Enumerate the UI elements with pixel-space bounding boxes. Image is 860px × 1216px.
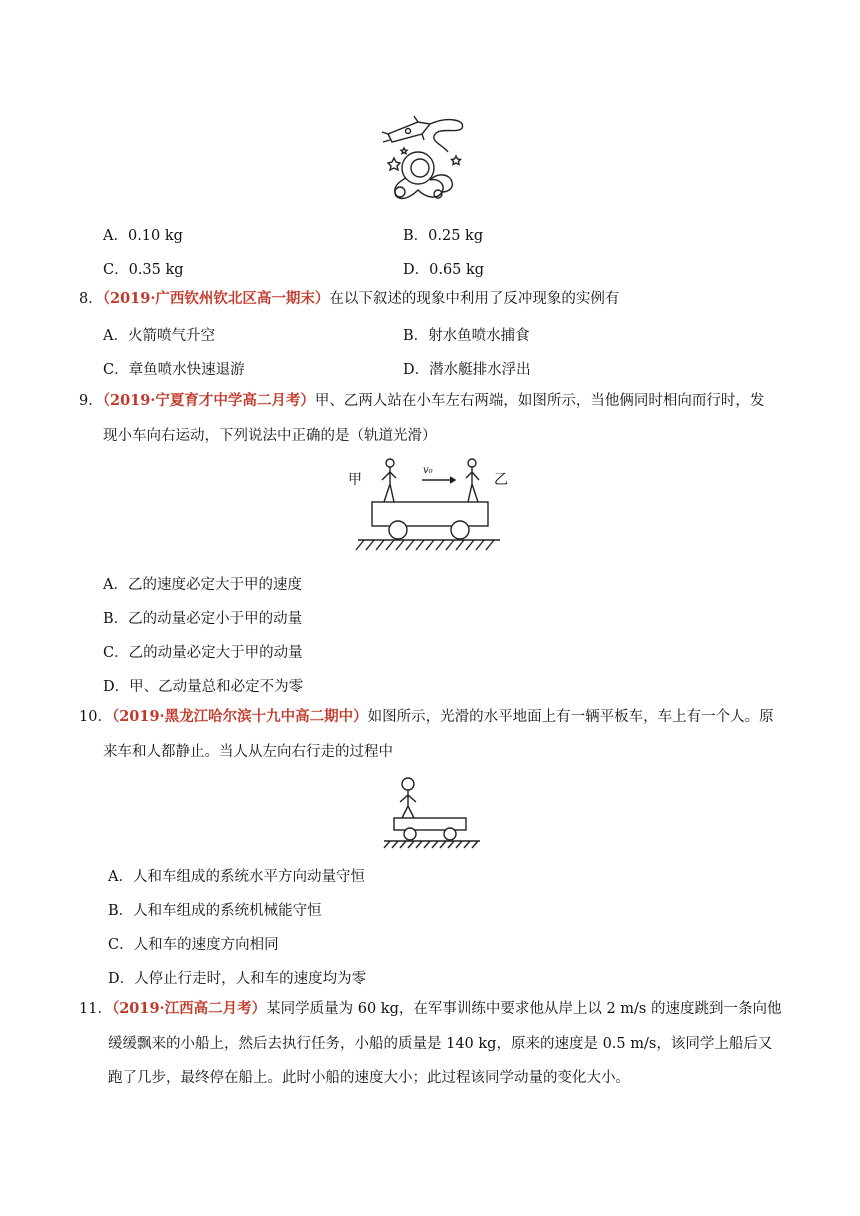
q9-velocity-label: v₀	[423, 465, 433, 476]
q9-stem-text1: 甲、乙两人站在小车左右两端，如图所示，当他俩同时相向而行时，发	[314, 393, 765, 409]
q9-option-a[interactable]: A．乙的速度必定大于甲的速度	[103, 577, 302, 593]
q8-number: 8．	[79, 291, 103, 307]
q10-option-d[interactable]: D．人停止行走时，人和车的速度均为零	[108, 971, 367, 987]
q7-option-d[interactable]: D．0.65 kg	[403, 262, 485, 278]
q8-stem-text: 在以下叙述的现象中利用了反冲现象的实例有	[329, 291, 620, 307]
q11-number: 11．	[79, 1001, 112, 1017]
q9-option-c[interactable]: C．乙的动量必定大于甲的动量	[103, 645, 303, 661]
q7-option-a[interactable]: A．0.10 kg	[103, 228, 183, 244]
q8-option-c[interactable]: C．章鱼喷水快速退游	[103, 362, 245, 378]
q11-stem-line2: 缓缓飘来的小船上，然后去执行任务，小船的质量是 140 kg，原来的速度是 0.5 m/s，该同学上船后又	[108, 1036, 773, 1052]
q11-source: （2019·江西高二月考）	[111, 1000, 267, 1017]
q9-label-left: 甲	[348, 472, 362, 488]
q10-source: （2019·黑龙江哈尔滨十九中高二期中）	[111, 708, 368, 725]
q9-source: （2019·宁夏育才中学高二月考）	[102, 392, 315, 409]
q11-stem-line1	[79, 999, 781, 1019]
q7-option-b[interactable]: B．0.25 kg	[403, 228, 484, 244]
q8-stem	[79, 289, 619, 309]
q10-option-c[interactable]: C．人和车的速度方向相同	[108, 937, 279, 953]
astronaut-figure	[378, 112, 474, 204]
q8-option-a[interactable]: A．火箭喷气升空	[103, 328, 215, 344]
q10-cart-figure	[380, 776, 484, 850]
q10-stem-line1	[79, 707, 774, 727]
q9-stem-line1	[79, 391, 764, 411]
q11-stem-text1: 某同学质量为 60 kg，在军事训练中要求他从岸上以 2 m/s 的速度跳到一条向他	[266, 1001, 782, 1017]
q9-stem-line2: 现小车向右运动，下列说法中正确的是（轨道光滑）	[103, 428, 437, 444]
q8-option-b[interactable]: B．射水鱼喷水捕食	[403, 328, 530, 344]
q9-label-right: 乙	[494, 472, 508, 488]
q9-option-b[interactable]: B．乙的动量必定小于甲的动量	[103, 611, 303, 627]
q10-stem-text1: 如图所示，光滑的水平地面上有一辆平板车，车上有一个人。原	[367, 709, 774, 725]
q10-number: 10．	[79, 709, 112, 725]
q9-option-d[interactable]: D．甲、乙动量总和必定不为零	[103, 679, 304, 695]
q10-option-a[interactable]: A．人和车组成的系统水平方向动量守恒	[108, 869, 365, 885]
q9-cart-figure	[354, 458, 504, 556]
q9-number: 9．	[79, 393, 103, 409]
q10-option-b[interactable]: B．人和车组成的系统机械能守恒	[108, 903, 322, 919]
q7-option-c[interactable]: C．0.35 kg	[103, 262, 184, 278]
q8-source: （2019·广西钦州钦北区高一期末）	[102, 290, 330, 307]
q8-option-d[interactable]: D．潜水艇排水浮出	[403, 362, 531, 378]
q11-stem-line3: 跑了几步，最终停在船上。此时小船的速度大小；此过程该同学动量的变化大小。	[108, 1070, 630, 1086]
q10-stem-line2: 来车和人都静止。当人从左向右行走的过程中	[103, 744, 393, 760]
